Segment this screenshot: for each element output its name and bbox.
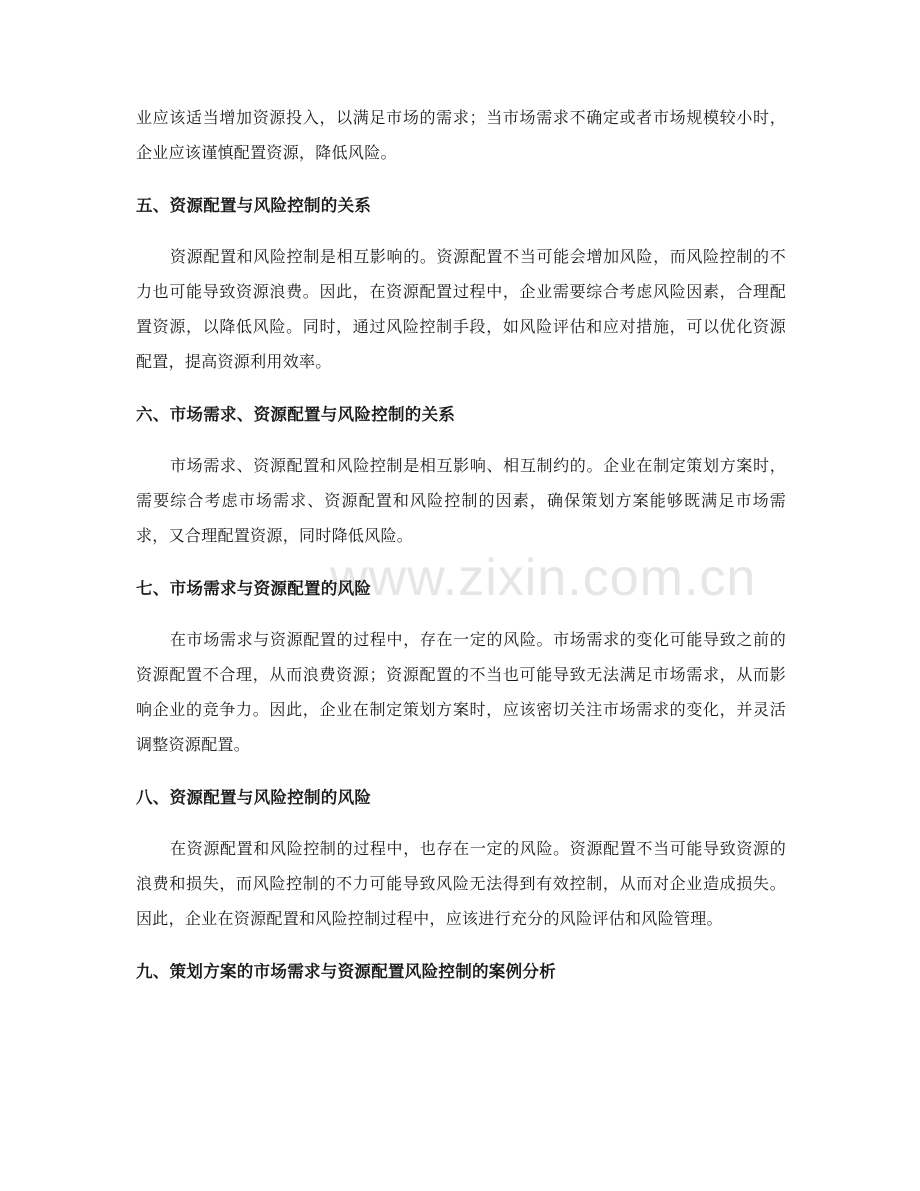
section-5-body: 资源配置和风险控制是相互影响的。资源配置不当可能会增加风险，而风险控制的不力也可能导致资源浪费。因此，在资源配置过程中，企业需要综合考虑风险因素，合理配置资源，以降低风险。同时，通过风险控制手段，如风险评估和应对措施，可以优化资源配置，提高资源利用效率。 <box>136 247 786 371</box>
section-8-body: 在资源配置和风险控制的过程中，也存在一定的风险。资源配置不当可能导致资源的浪费和损失，而风险控制的不力可能导致风险无法得到有效控制，从而对企业造成损失。因此，企业在资源配置和风险控制过程中，应该进行充分的风险评估和风险管理。 <box>136 839 786 928</box>
section-9-heading: 九、策划方案的市场需求与资源配置风险控制的案例分析 <box>136 962 556 981</box>
section-8-heading: 八、资源配置与风险控制的风险 <box>136 788 372 807</box>
section-7-body: 在市场需求与资源配置的过程中，存在一定的风险。市场需求的变化可能导致之前的资源配置不合理，从而浪费资源；资源配置的不当也可能导致无法满足市场需求，从而影响企业的竞争力。因此，企业在制定策划方案时，应该密切关注市场需求的变化，并灵活调整资源配置。 <box>136 630 786 754</box>
document-page <box>136 100 786 989</box>
watermark: www.zixin.com.cn <box>330 549 757 607</box>
section-6-body: 市场需求、资源配置和风险控制是相互影响、相互制约的。企业在制定策划方案时，需要综合考虑市场需求、资源配置和风险控制的因素，确保策划方案能够既满足市场需求，又合理配置资源，同时降低风险。 <box>136 456 786 545</box>
section-6-heading: 六、市场需求、资源配置与风险控制的关系 <box>136 405 456 424</box>
intro-paragraph: 业应该适当增加资源投入，以满足市场的需求；当市场需求不确定或者市场规模较小时，企业应该谨慎配置资源，降低风险。 <box>136 108 786 162</box>
section-7-heading: 七、市场需求与资源配置的风险 <box>136 579 372 598</box>
section-5-heading: 五、资源配置与风险控制的关系 <box>136 196 372 215</box>
